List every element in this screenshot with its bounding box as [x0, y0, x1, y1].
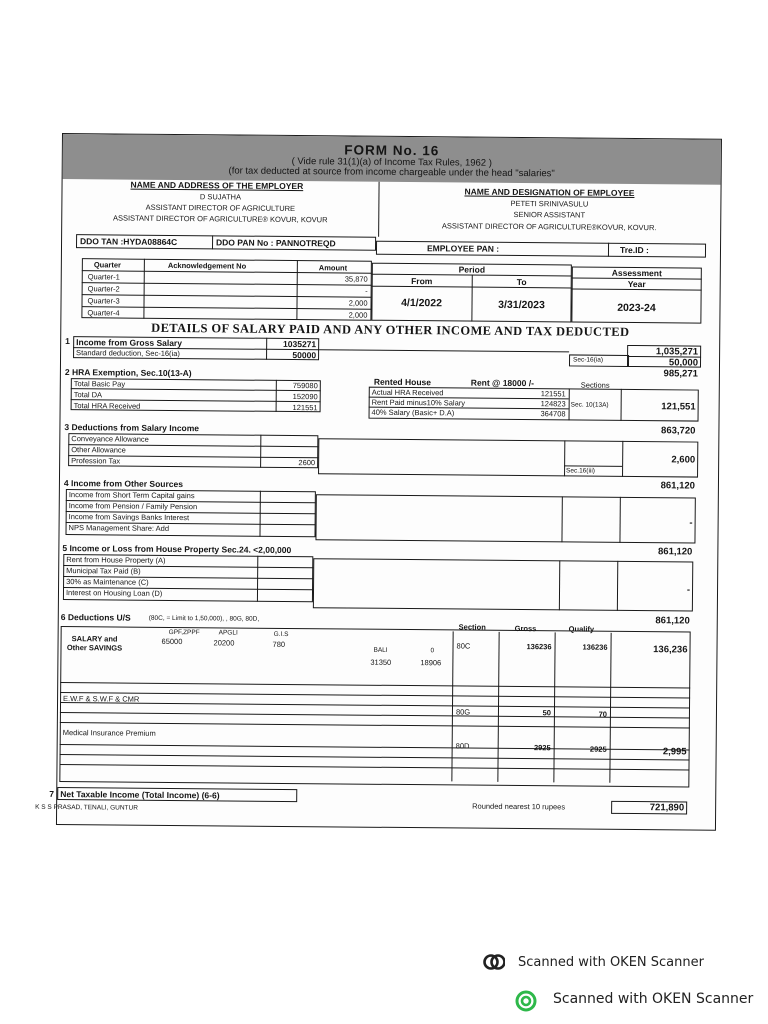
form-title: FORM No. 16: [344, 142, 440, 159]
actual-hra-value: 121551: [540, 389, 566, 399]
employee-office: ASSISTANT DIRECTOR OF AGRICULTURE®KOVUR, KOVUR.: [441, 221, 657, 233]
s1-total-std: 50,000: [668, 357, 699, 369]
s5-title: 5 Income or Loss from House Property Sec.24. <2,00,000: [62, 543, 292, 556]
s3-title: 3 Deductions from Salary Income: [64, 422, 200, 434]
oken-scanner-icon: [483, 954, 505, 970]
s1-sec-label: Sec-16(ia): [573, 356, 604, 364]
form-rule: ( Vide rule 31(1)(a) of Income Tax Rules, 1962 ): [291, 156, 492, 169]
s6-title: 6 Deductions U/S: [60, 612, 131, 623]
s4-total: -: [689, 517, 693, 529]
s1-total-gross: 1,035,271: [655, 346, 699, 358]
gross-salary-label: Income from Gross Salary: [76, 337, 183, 349]
employer-address: ASSISTANT DIRECTOR OF AGRICULTURE® KOVUR, KOVUR: [112, 213, 328, 225]
oken-scanner-green-icon: [515, 990, 537, 1012]
gis-value: 780: [272, 639, 286, 649]
rent-paid-value: 124823: [540, 399, 566, 409]
row80c-gross: 136236: [526, 642, 552, 652]
s3-total: 2,600: [671, 454, 696, 466]
col-qualify: Qualify: [568, 624, 595, 634]
quarter-label: Quarter-1: [87, 272, 120, 282]
col-ack: Acknowledgement No: [167, 260, 247, 271]
profession-tax-label: Profession Tax: [71, 456, 121, 466]
employee-pan: EMPLOYEE PAN :: [426, 243, 500, 254]
rounded-note: Rounded nearest 10 rupees: [472, 801, 566, 812]
row80d-section: 80D: [455, 741, 470, 751]
salary-40-value: 364708: [540, 409, 566, 419]
assessment-year: 2023-24: [617, 301, 656, 315]
employee-ids-box: [376, 241, 706, 258]
quarter-amount: 2,000: [348, 298, 368, 308]
form-subtitle: (for tax deducted at source from income chargeable under the head "salaries": [228, 165, 555, 180]
saving-value-1: 31350: [370, 657, 392, 667]
gis-label: G.I.S: [273, 630, 289, 638]
ewf-label: E.W.F & S.W.F & CMR: [63, 694, 140, 704]
rented-house-title: Rented House: [373, 376, 432, 388]
col-gross: Gross: [514, 623, 537, 634]
gross-salary-value: 1035271: [283, 338, 317, 350]
net-taxable-label: Net Taxable Income (Total Income) (6-6): [60, 789, 220, 801]
s4-title: 4 Income from Other Sources: [63, 478, 184, 490]
salary-40-label: 40% Salary (Basic+ D.A): [371, 407, 455, 418]
employee-heading: NAME AND DESIGNATION OF EMPLOYEE: [464, 186, 635, 198]
employee-name: PETETI SRINIVASULU: [510, 198, 589, 209]
housing-loan-label: Interest on Housing Loan (D): [65, 588, 163, 598]
sections-label: Sections: [580, 380, 610, 390]
total-da-value: 152090: [292, 392, 318, 402]
quarter-label: Quarter-3: [87, 296, 120, 306]
quarter-amount: -: [365, 286, 368, 296]
row80c-section: 80C: [456, 641, 471, 651]
period-to: 3/31/2023: [498, 298, 545, 312]
scanner-watermark-dark: Scanned with OKEN Scanner: [518, 955, 704, 970]
employee-designation: SENIOR ASSISTANT: [513, 209, 586, 220]
row80d-gross: 2925: [533, 743, 551, 753]
other-allowance-label: Other Allowance: [71, 445, 126, 455]
col-quarter: Quarter: [93, 260, 121, 270]
col-section: Section: [458, 622, 486, 632]
quarter-label: Quarter-2: [87, 284, 120, 294]
employer-heading: NAME AND ADDRESS OF THE EMPLOYER: [130, 179, 304, 192]
details-title: DETAILS OF SALARY PAID AND ANY OTHER INCOME AND TAX DEDUCTED: [151, 320, 630, 339]
actual-hra-label: Actual HRA Received: [371, 387, 444, 398]
salary-savings-label: SALARY and Other SAVINGS: [66, 634, 123, 653]
s2-balance: 863,720: [661, 425, 696, 437]
s7-number: 7: [49, 788, 55, 799]
pension-label: Income from Pension / Family Pension: [68, 501, 198, 512]
s2-sec-label: Sec. 10(13A): [570, 401, 609, 409]
col-to: To: [516, 276, 527, 288]
col-amount: Amount: [318, 263, 348, 273]
quarter-label: Quarter-4: [87, 308, 120, 318]
quarter-amount: 2,000: [348, 310, 368, 320]
hra-received-value: 121551: [292, 403, 318, 413]
row80g-qualify: 70: [598, 709, 607, 719]
form16-sheet: [35, 133, 722, 831]
total-da-label: Total DA: [73, 390, 103, 400]
employer-name: D SUJATHA: [199, 192, 242, 202]
nps-label: NPS Management Share: Add: [68, 523, 170, 533]
bali-label: BALI: [373, 646, 388, 654]
s2-title: 2 HRA Exemption, Sec.10(13-A): [64, 367, 192, 379]
house-rent-label: Rent from House Property (A): [66, 555, 166, 565]
municipal-tax-label: Municipal Tax Paid (B): [66, 566, 141, 576]
hra-exempt-value: 121,551: [661, 401, 696, 413]
col-assessment: Assessment: [611, 267, 662, 279]
std-deduction-label: Standard deduction, Sec-16(ia): [76, 348, 180, 359]
saving-value-2: 18906: [420, 658, 442, 668]
employer-designation: ASSISTANT DIRECTOR OF AGRICULTURE: [145, 202, 296, 214]
rent-paid-label: Rent Paid minus10% Salary: [371, 397, 466, 408]
basic-pay-value: 759080: [292, 381, 318, 391]
bali-value: 0: [430, 647, 435, 655]
s4-balance: 861,120: [657, 546, 693, 558]
s3-balance: 861,120: [660, 480, 695, 492]
col-from: From: [411, 276, 433, 287]
s1-number: 1: [65, 336, 70, 347]
profession-tax-value: 2600: [298, 458, 316, 468]
col-period: Period: [458, 264, 486, 275]
apgli-label: APGLI: [218, 629, 238, 637]
apgli-value: 20200: [213, 638, 235, 648]
ddo-pan: DDO PAN No : PANNOTREQD: [216, 237, 336, 249]
conveyance-label: Conveyance Allowance: [71, 434, 149, 444]
scanner-watermark-green: Scanned with OKEN Scanner: [553, 991, 754, 1007]
row80c-total: 136,236: [653, 644, 688, 656]
row80c-qualify: 136236: [582, 642, 608, 652]
row80d-qualify: 2925: [589, 744, 607, 754]
quarter-amount: 35,870: [344, 274, 368, 284]
s5-total: -: [686, 584, 691, 596]
ddo-tan: DDO TAN :HYDA08864C: [80, 236, 178, 248]
period-from: 4/1/2022: [401, 296, 443, 310]
std-deduction-value: 50000: [292, 350, 317, 361]
tre-id: Tre.ID :: [619, 244, 649, 256]
rent-amount: Rent @ 18000 /-: [470, 377, 534, 389]
maintenance-label: 30% as Maintenance (C): [66, 577, 149, 587]
s5-balance: 861,120: [655, 615, 690, 627]
hra-received-label: Total HRA Received: [73, 401, 141, 411]
row80g-section: 80G: [455, 707, 471, 717]
gpf-label: GPF,ZPPF: [168, 628, 200, 637]
printer-credit: K S S PRASAD, TENALI, GUNTUR: [35, 803, 138, 812]
col-year: Year: [627, 278, 646, 290]
s1-balance: 985,271: [663, 368, 698, 380]
net-taxable-value: 721,890: [649, 802, 685, 814]
s3-sec-label: Sec.16(iii): [566, 467, 596, 475]
medical-insurance-label: Medical Insurance Premium: [62, 728, 156, 738]
row80d-total: 2,995: [662, 746, 687, 758]
savings-interest-label: Income from Savings Banks Interest: [68, 512, 190, 523]
gpf-value: 65000: [161, 636, 183, 647]
stcg-label: Income from Short Term Capital gains: [68, 490, 195, 501]
row80g-gross: 50: [542, 708, 551, 718]
s6-title-note: (80C, = Limit to 1,50,000), , 80G, 80D,: [148, 614, 260, 623]
basic-pay-label: Total Basic Pay: [73, 379, 126, 389]
